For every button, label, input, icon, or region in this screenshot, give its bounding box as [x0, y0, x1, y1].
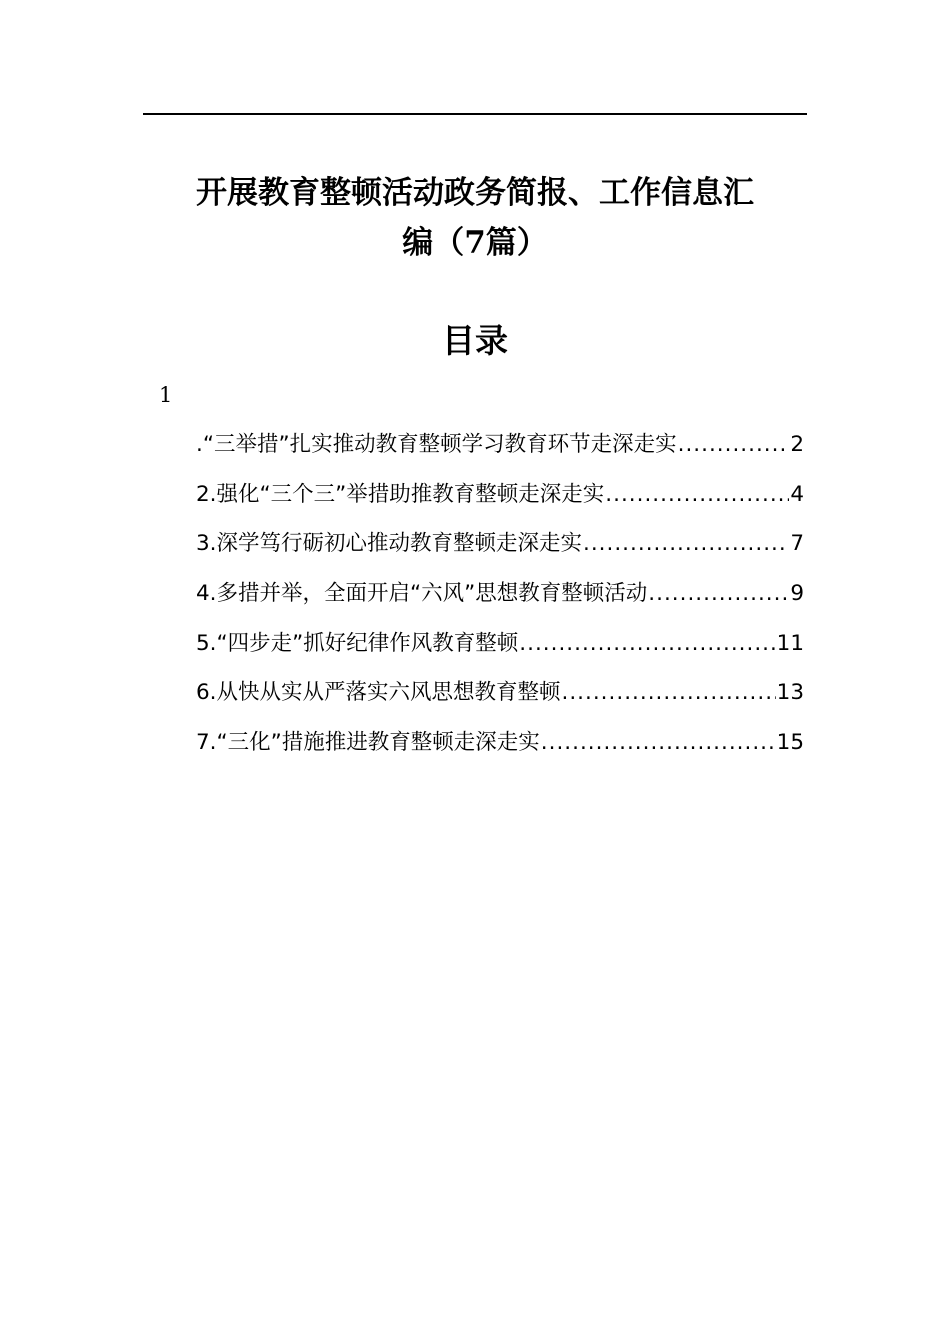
toc-entry-3[interactable] — [196, 519, 804, 569]
title-line-1: 开展教育整顿活动政务简报、工作信息汇 — [196, 175, 754, 211]
toc-dot-leader — [605, 470, 789, 520]
toc-dot-leader — [562, 668, 776, 718]
title-line-2: 编（7篇） — [402, 225, 548, 261]
toc-page-number: 7 — [790, 531, 804, 557]
toc-page-number: 15 — [776, 730, 804, 756]
toc-page-number: 13 — [776, 680, 804, 706]
toc-page-number: 2 — [790, 432, 804, 457]
toc-entry-5[interactable] — [196, 619, 804, 669]
toc-page-number: 4 — [790, 481, 804, 507]
toc-entry-text: 3.深学笃行砺初心推动教育整顿走深走实 — [196, 531, 583, 557]
toc-page-number: 11 — [776, 630, 804, 656]
toc-heading: 目录 — [442, 321, 508, 360]
toc-entry-text: 4.多措并举，全面开启“六风”思想教育整顿活动 — [196, 581, 648, 607]
toc-dot-leader — [519, 619, 775, 669]
document-title — [130, 168, 820, 268]
toc-entry-text: 5.“四步走”抓好纪律作风教育整顿 — [196, 630, 519, 656]
header-rule — [143, 113, 807, 115]
table-of-contents — [196, 420, 804, 768]
toc-entry-6[interactable] — [196, 668, 804, 718]
toc-entry-text: 2.强化“三个三”举措助推教育整顿走深走实 — [196, 481, 605, 507]
toc-dot-leader — [678, 420, 790, 470]
toc-page-number: 9 — [790, 581, 804, 607]
toc-dot-leader — [541, 718, 776, 768]
toc-entry-text: .“三举措”扎实推动教育整顿学习教育环节走深走实 — [196, 432, 677, 457]
toc-dot-leader — [648, 569, 789, 619]
toc-dot-leader — [583, 519, 789, 569]
toc-entry-text: 6.从快从实从严落实六风思想教育整顿 — [196, 680, 561, 706]
toc-entry-text: 7.“三化”措施推进教育整顿走深走实 — [196, 730, 540, 756]
stray-number: 1 — [159, 383, 173, 407]
toc-entry-2[interactable] — [196, 470, 804, 520]
toc-entry-7[interactable] — [196, 718, 804, 768]
toc-entry-4[interactable] — [196, 569, 804, 619]
toc-entry-1[interactable] — [196, 420, 804, 470]
